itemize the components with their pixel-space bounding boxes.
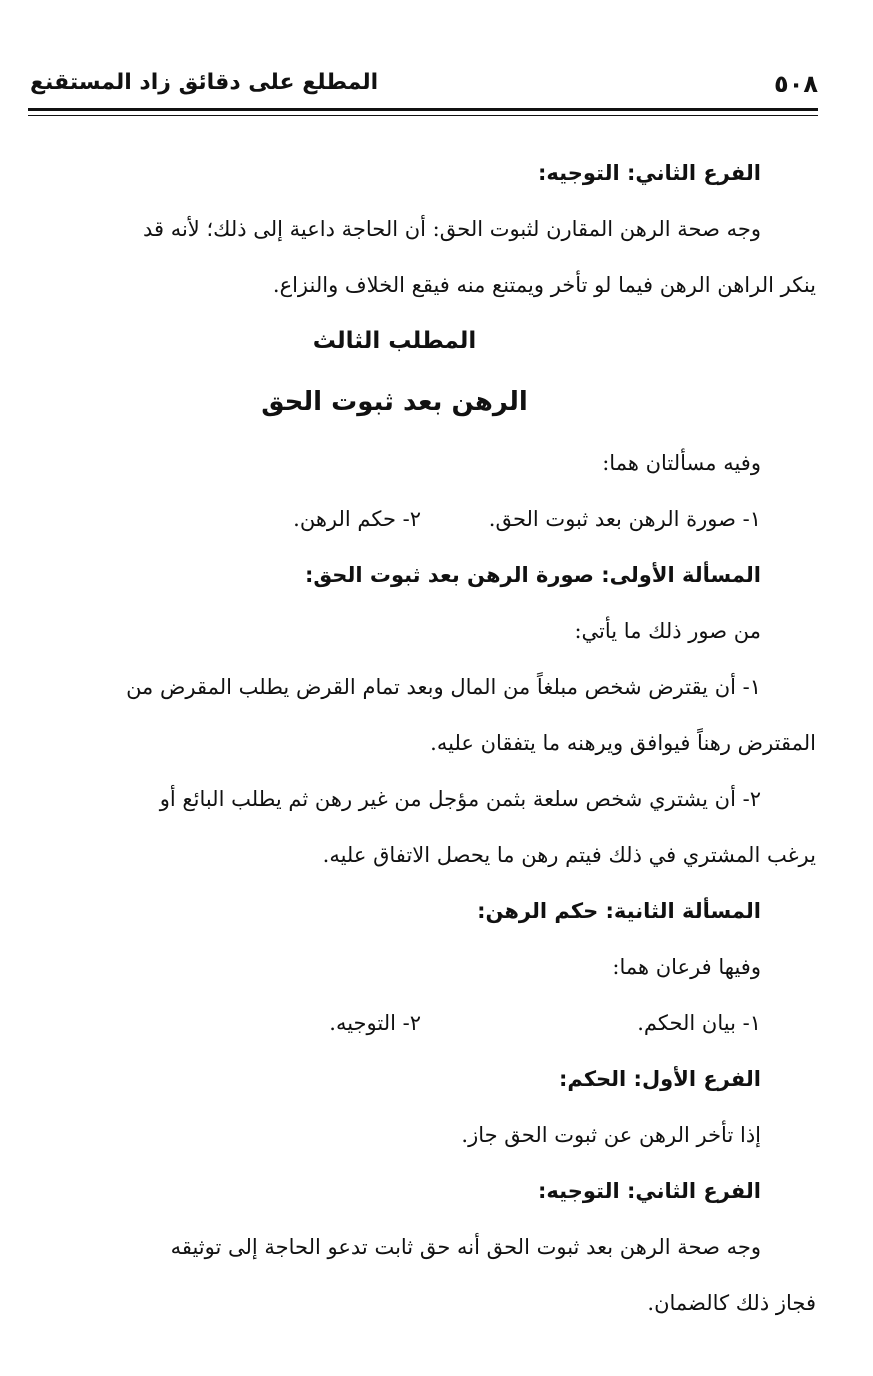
- paragraph-line: وجه صحة الرهن بعد ثبوت الحق أنه حق ثابت تدعو الحاجة إلى توثيقه: [170, 1235, 761, 1259]
- intro-text: وفيه مسألتان هما:: [602, 451, 761, 475]
- paragraph-line: فجاز ذلك كالضمان.: [647, 1291, 816, 1315]
- section-title: الرهن بعد ثبوت الحق: [261, 387, 528, 417]
- list-item: ٢- حكم الرهن.: [293, 507, 421, 531]
- branch1-heading: الفرع الأول: الحكم:: [558, 1067, 761, 1091]
- header-rule: [28, 108, 818, 116]
- branch2-heading: الفرع الثاني: التوجيه:: [538, 1179, 761, 1203]
- intro-text: وفيها فرعان هما:: [612, 955, 761, 979]
- page-number: ٥٠٨: [774, 70, 818, 98]
- paragraph-line: ٢- أن يشتري شخص سلعة بثمن مؤجل من غير رهن ثم يطلب البائع أو: [159, 787, 761, 811]
- section-heading: المطلب الثالث: [312, 328, 477, 354]
- paragraph-line: يرغب المشتري في ذلك فيتم رهن ما يحصل الاتفاق عليه.: [322, 843, 816, 867]
- paragraph-line: المقترض رهناً فيوافق ويرهنه ما يتفقان عليه.: [430, 731, 816, 755]
- paragraph-line: ١- أن يقترض شخص مبلغاً من المال وبعد تمام القرض يطلب المقرض من: [126, 675, 761, 699]
- question1-heading: المسألة الأولى: صورة الرهن بعد ثبوت الحق:: [304, 563, 761, 587]
- list-row: [28, 491, 761, 547]
- page-header: [30, 62, 818, 102]
- page-body: [28, 145, 816, 1331]
- intro-text: من صور ذلك ما يأتي:: [574, 619, 761, 643]
- paragraph-line: ينكر الراهن الرهن فيما لو تأخر ويمتنع منه فيقع الخلاف والنزاع.: [272, 273, 816, 297]
- paragraph-line: وجه صحة الرهن المقارن لثبوت الحق: أن الحاجة داعية إلى ذلك؛ لأنه قد: [142, 217, 761, 241]
- ruling-text: إذا تأخر الرهن عن ثبوت الحق جاز.: [461, 1123, 761, 1147]
- running-title: المطلع على دقائق زاد المستقنع: [30, 70, 379, 95]
- branch2-heading: الفرع الثاني: التوجيه:: [538, 161, 761, 185]
- list-item: ٢- التوجيه.: [329, 1011, 421, 1035]
- list-row: [28, 995, 761, 1051]
- list-item: ١- بيان الحكم.: [637, 1011, 761, 1035]
- list-item: ١- صورة الرهن بعد ثبوت الحق.: [488, 507, 761, 531]
- question2-heading: المسألة الثانية: حكم الرهن:: [477, 899, 761, 923]
